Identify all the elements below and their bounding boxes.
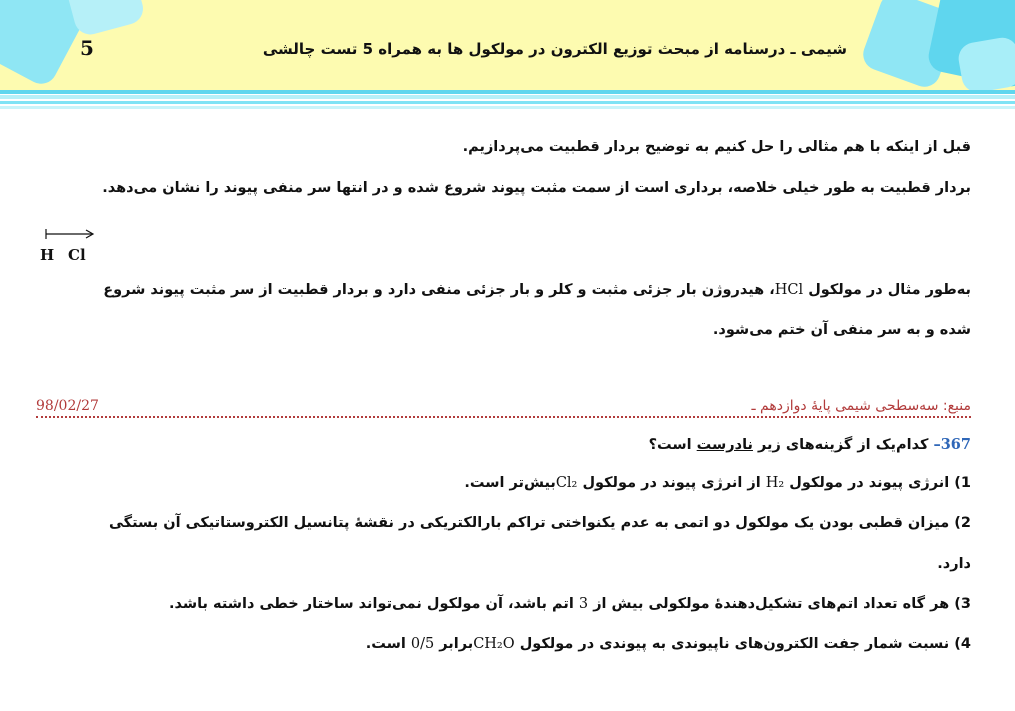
option-text: میزان قطبی بودن یک مولکول دو اتمی به عدم یکنواختی تراکم بارالکتریکی در نقشهٔ پتانسیل الکتروستاتیکی آن بستگی — [109, 515, 950, 531]
vector-right-atom: Cl — [68, 246, 86, 264]
header-stripe — [0, 90, 1015, 94]
option-text: بیش‌تر است. — [464, 475, 556, 491]
option-text: برابر — [439, 636, 474, 652]
question-emphasis: نادرست — [696, 437, 753, 453]
example-text: به‌طور مثال در مولکول — [808, 282, 971, 298]
molecule-formula: HCl — [774, 282, 804, 298]
example-line-2: شده و به سر منفی آن ختم می‌شود. — [712, 322, 971, 338]
source-date: 98/02/27 — [36, 398, 103, 414]
question-number: 367 — [940, 436, 971, 453]
option-3 — [169, 596, 971, 612]
formula: H₂ — [765, 475, 785, 491]
option-text: نسبت شمار جفت الکترون‌های ناپیوندی به پیوندی در مولکول — [519, 636, 950, 652]
option-text: هر گاه تعداد اتم‌های تشکیل‌دهندهٔ مولکولی بیش از — [593, 596, 950, 612]
source-line — [36, 398, 971, 418]
option-number: 4) — [954, 636, 971, 652]
example-line-1 — [103, 282, 971, 298]
ratio-value: 0/5 — [410, 636, 435, 652]
polarity-vector — [40, 228, 100, 268]
formula: Cl₂ — [555, 475, 578, 491]
example-text: ، هیدروژن بار جزئی مثبت و کلر و بار جزئی منفی دارد و بردار قطبیت از سر مثبت پیوند شروع — [103, 282, 775, 298]
option-text: اتم باشد، آن مولکول نمی‌تواند ساختار خطی داشته باشد. — [168, 596, 574, 612]
page-number: 5 — [80, 36, 94, 60]
question-dash: – — [933, 436, 941, 453]
header-stripe — [0, 95, 1015, 99]
vector-left-atom: H — [40, 246, 55, 264]
option-number: 1) — [954, 475, 971, 491]
option-text: است. — [365, 636, 406, 652]
question-stem — [649, 436, 971, 453]
option-2 — [109, 515, 971, 531]
arrow-icon — [40, 228, 100, 242]
option-number: 2) — [954, 515, 971, 531]
option-text: از انرژی پیوند در مولکول — [582, 475, 761, 491]
formula: CH₂O — [473, 636, 515, 652]
option-4 — [366, 636, 971, 652]
option-1 — [464, 475, 971, 491]
header-stripe — [0, 106, 1015, 109]
atom-count: 3 — [578, 596, 589, 612]
intro-line-2: بردار قطبیت به طور خیلی خلاصه، برداری است از سمت مثبت پیوند شروع شده و در انتها سر منفی پیوند را نشان می‌دهد. — [102, 180, 971, 196]
source-text: منبع: سه‌سطحی شیمی پایهٔ دوازدهم ـ — [748, 398, 972, 414]
question-text: کدام‌یک از گزینه‌های زیر — [758, 437, 929, 453]
header-title: شیمی ـ درسنامه از مبحث توزیع الکترون در مولکول ها به همراه 5 تست چالشی — [262, 40, 847, 58]
option-text: انرژی پیوند در مولکول — [789, 475, 950, 491]
page-header — [0, 0, 1015, 90]
question-text: است؟ — [648, 437, 692, 453]
option-number: 3) — [954, 596, 971, 612]
option-2-continued: دارد. — [937, 556, 971, 572]
intro-line-1: قبل از اینکه با هم مثالی را حل کنیم به توضیح بردار قطبیت می‌پردازیم. — [462, 139, 971, 155]
header-stripe — [0, 101, 1015, 104]
